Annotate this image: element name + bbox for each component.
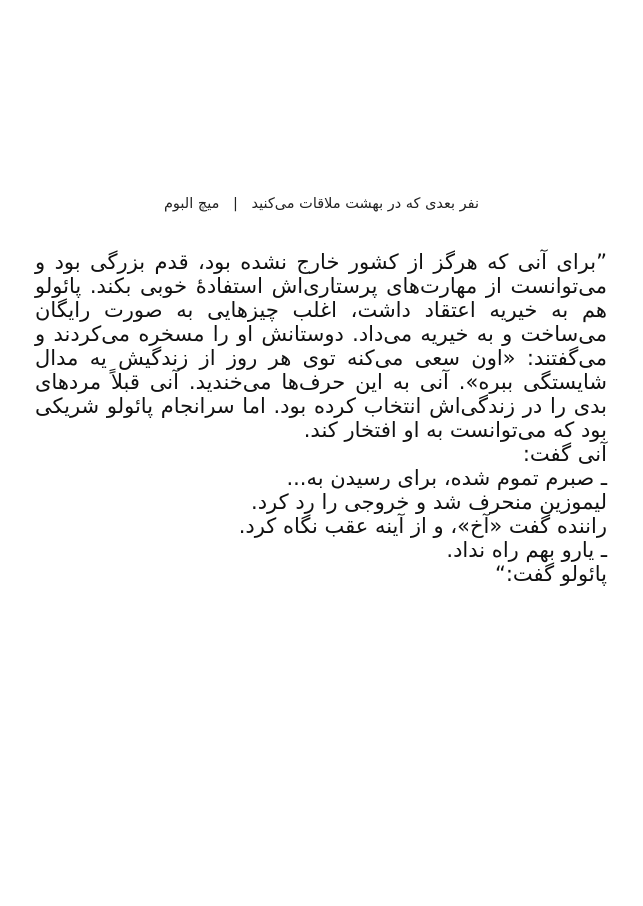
author-name: میچ البوم — [163, 196, 220, 212]
dialogue-line: آنی گفت: — [522, 442, 607, 466]
running-header — [0, 196, 643, 212]
header-separator: | — [232, 196, 238, 212]
narration-line: راننده گفت «آخ»، و از آینه عقب نگاه کرد. — [238, 514, 607, 538]
body-paragraph: ”برای آنی که هرگز از کشور خارج نشده بود، قدم بزرگی بود و می‌توانست از مهارت‌های پرستاری‌اش استفادهٔ خوبی بکند. پائولو هم به خیریه اعتقاد داشت، اغلب چیزهایی به صورت رایگان می‌ساخت و به خیریه می‌داد. دوستانش او را مسخره می‌کردند و می‌گفتند: «اون سعی می‌کنه توی هر روز از زندگیش یه مدال شایستگی ببره». آنی به این حرف‌ها می‌خندید. آنی قبلاً مردهای بدی را در زندگی‌اش انتخاب کرده بود. اما سرانجام پائولو شریکی بود که می‌توانست به او افتخار کند. — [35, 250, 607, 442]
dialogue-line: ـ یارو بهم راه نداد. — [446, 538, 607, 562]
narration-line: لیموزین منحرف شد و خروجی را رد کرد. — [251, 490, 607, 514]
page-body — [35, 250, 607, 586]
dialogue-line: پائولو گفت:“ — [494, 562, 607, 586]
dialogue-line: ـ صبرم تموم شده، برای رسیدن به... — [286, 466, 607, 490]
book-title: نفر بعدی که در بهشت ملاقات می‌کنید — [251, 196, 480, 212]
